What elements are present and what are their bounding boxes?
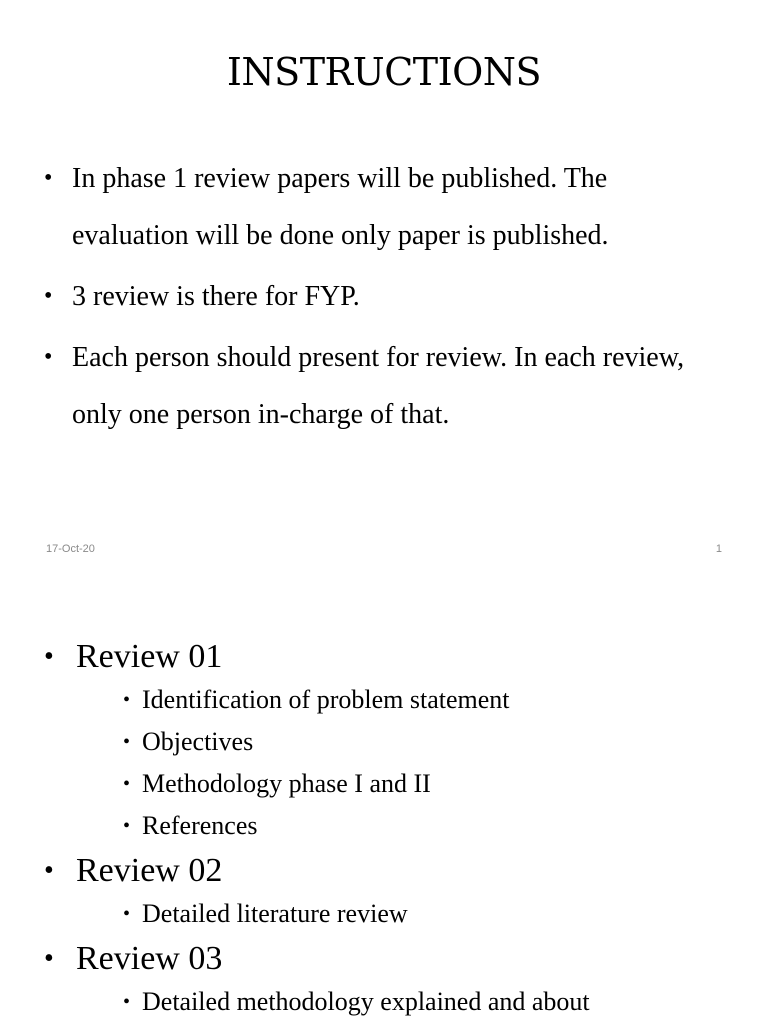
review-sub-text: Identification of problem statement	[142, 685, 510, 714]
review-sub-item	[0, 805, 768, 847]
review-item-03	[0, 937, 768, 1023]
sub-bullet-icon: •	[123, 991, 131, 1013]
review-sub-text: Detailed literature review	[142, 899, 408, 928]
review-sub-item	[0, 763, 768, 805]
bullet-icon: •	[44, 943, 54, 974]
review-sub-text: Detailed methodology explained and about	[142, 987, 590, 1016]
review-label: Review 02	[76, 852, 223, 889]
instruction-text: In phase 1 review papers will be published. The evaluation will be done only paper is published.	[72, 163, 609, 251]
page-number: 1	[715, 543, 722, 555]
instruction-text: Each person should present for review. In each review, only one person in-charge of that.	[72, 342, 685, 430]
review-list	[0, 635, 768, 1024]
bullet-icon: •	[44, 165, 53, 191]
review-sub-list	[76, 893, 768, 935]
review-sub-item	[0, 893, 768, 935]
review-item-02	[0, 849, 768, 935]
review-item-01	[0, 635, 768, 847]
sub-bullet-icon: •	[123, 773, 131, 795]
review-sub-list	[76, 679, 768, 847]
bullet-icon: •	[44, 855, 54, 886]
sub-bullet-icon: •	[123, 815, 131, 837]
sub-bullet-icon: •	[123, 731, 131, 753]
bullet-icon: •	[44, 283, 53, 309]
review-sub-list	[76, 981, 768, 1023]
instruction-item	[0, 268, 768, 325]
review-sub-text: Objectives	[142, 727, 254, 756]
bullet-icon: •	[44, 344, 53, 370]
review-label: Review 03	[76, 940, 223, 977]
review-sub-item	[0, 721, 768, 763]
slide-title: INSTRUCTIONS	[226, 50, 542, 94]
review-sub-item	[0, 679, 768, 721]
sub-bullet-icon: •	[123, 903, 131, 925]
review-sub-text: Methodology phase I and II	[142, 769, 431, 798]
instruction-item	[0, 329, 768, 443]
review-label: Review 01	[76, 638, 223, 675]
sub-bullet-icon: •	[123, 689, 131, 711]
review-sub-text: References	[142, 811, 258, 840]
instruction-item	[0, 150, 768, 264]
review-sub-item	[0, 981, 768, 1023]
slide-2	[0, 570, 768, 1024]
instruction-list	[0, 150, 768, 447]
footer-date: 17-Oct-20	[46, 543, 95, 555]
bullet-icon: •	[44, 641, 54, 672]
instruction-text: 3 review is there for FYP.	[72, 281, 360, 312]
